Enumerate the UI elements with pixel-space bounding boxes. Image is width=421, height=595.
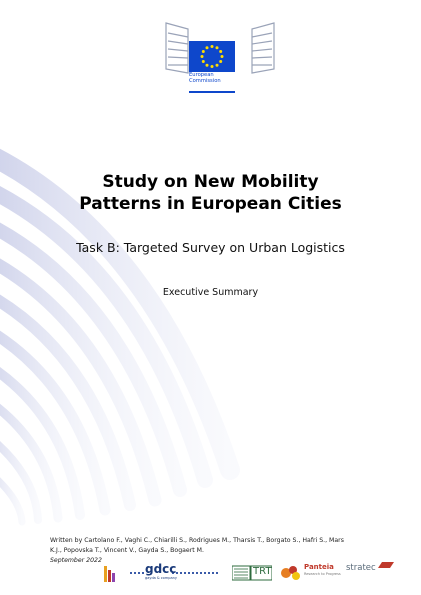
- publication-date: September 2022: [50, 557, 102, 564]
- gdcc-tagline: gayda & company: [145, 576, 177, 580]
- european-commission-wordmark: [189, 72, 249, 84]
- stratec-wordmark: stratec: [346, 563, 376, 573]
- ec-wordmark-underline: [189, 91, 235, 93]
- panteia-wordmark: Panteia: [304, 563, 334, 571]
- authors-credit: [50, 536, 375, 555]
- ec-wordmark-line1: European: [189, 72, 214, 78]
- report-title: [0, 171, 421, 215]
- trt-wordmark: TRT: [253, 566, 272, 577]
- report-subtitle: Task B: Targeted Survey on Urban Logistics: [76, 240, 345, 255]
- european-commission-logo: [164, 19, 276, 97]
- ec-wordmark-line2: Commission: [189, 78, 221, 84]
- panteia-tagline: Research to Progress: [304, 572, 341, 576]
- fit-consulting-logo: [102, 565, 116, 583]
- authors-line1: Written by Cartolano F., Vaghi C., Chiarilli S., Rodrigues M., Tharsis T., Borgato S., Hafri S., Mars: [50, 537, 344, 544]
- authors-line2: K.J., Popovska T., Vincent V., Gayda S., Bogaert M.: [50, 546, 204, 554]
- gdcc-wordmark: gdcc: [145, 562, 177, 576]
- document-type: Executive Summary: [162, 287, 259, 298]
- report-title-line1: Study on New Mobility: [102, 172, 319, 192]
- report-title-line2: Patterns in European Cities: [79, 194, 342, 214]
